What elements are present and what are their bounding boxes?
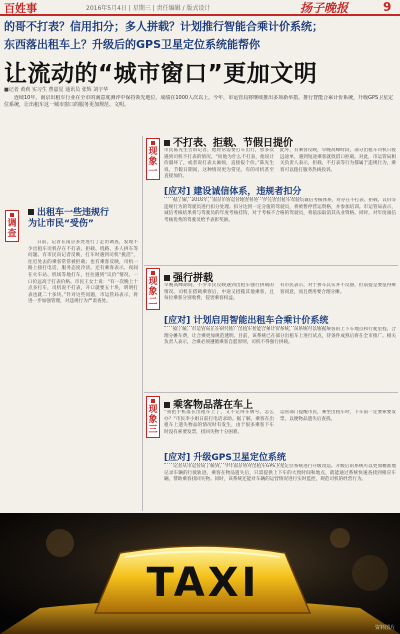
label-dot [151, 141, 155, 145]
survey-title: 出租车一些违规行为让市民“受伤” [28, 208, 110, 229]
newspaper-brand: 扬子晚报 [300, 1, 349, 15]
section-2-response-title: [应对] 计划启用智能出租车合乘计价系统 [164, 313, 328, 327]
label-dot [151, 271, 155, 275]
section-1-response-title: [应对] 建设诚信体系，违规者扣分 [164, 184, 301, 198]
label-dot [151, 399, 155, 403]
column-divider [142, 136, 143, 511]
label-phenomenon-1: 现象一 [146, 138, 160, 180]
section-3-right-text: 运管部门提醒市民，乘坐出租车时，下车前一定要索要发票，以便物品遗失后查找。 [280, 410, 396, 422]
label-phenomenon-2: 现象二 [146, 268, 160, 310]
section-1-title: 不打表、拒载、节假日提价 [164, 134, 293, 149]
square-bullet-icon [164, 402, 170, 408]
section-3-response-title: [应对] 升级GPS卫星定位系统 [164, 450, 286, 464]
section-divider [144, 265, 398, 266]
section-2-left-text: 早晚高峰期间，不少市民反映遇到出租车强行拼载的情况。司机在搭载乘客后，中途又招揽其他乘客，且每位乘客分别收费，侵害乘客权益。 [164, 283, 274, 302]
section-1-right-text: 此外，有乘客反映，早晚高峰时段，部分出租车司机只接远途单，遇到短途乘客就找借口拒载。对此，市运管局相关负责人表示，拒载、不打表等行为都属于违规行为，乘客可以拨打服务热线投诉。 [280, 148, 396, 173]
square-bullet-icon [164, 275, 170, 281]
main-headline: 让流动的“城市窗口”更加文明 [4, 61, 318, 87]
section-1-left-text: 市民陈先生告诉记者，他经常需要打车出行，曾多次遇到司机不打表的情况。“问他为什么不打表，他说计价器坏了，或者说打表太麻烦，直接报个价。”陈先生说，节假日期间，这种情况更为常见，有的司机甚至直接加价。 [164, 148, 274, 180]
issue-meta: 2016年5月4日 | 星期三 | 责任编辑 / 版式设计 [86, 5, 211, 12]
section-1-response-text: 据了解，2016年，南京市客运管理处将进一步完善出租车驾驶员诚信考核体系，对存在不打表、拒载、议价等违规行为的驾驶员进行扣分处理。扣分达到一定分值的驾驶员，将被暂停营运资格，并参加培训。市运管局表示，诚信考核结果将与驾驶员的年度考核挂钩，对于考核不合格的驾驶员，将依法取消其从业资格。同时，对年度诚信考核优秀的驾驶员给予表彰奖励。 [164, 198, 396, 223]
section-name: 百姓事 [4, 2, 37, 15]
section-3-response-text: 记者从市运管局了解到，今年南京将对出租车GPS卫星定位系统进行升级改造。升级后的系统可以更加精准地记录车辆的行驶轨迹，乘客在物品遗失后，只需提供上下车的大致时间和地点，就能通过系统快速查找到相应车辆，帮助乘客找回失物。同时，该系统还能对车辆的运营情况进行实时监控，规范司机的经营行为。 [164, 464, 396, 483]
section-2-title: 强行拼载 [164, 269, 213, 284]
page-number: 9 [383, 0, 392, 14]
section-3-left-text: “我把手机落在出租车上了，又不记得车牌号，怎么办？”市民李小姐日前打电话求助。据了解，乘客在出租车上遗失物品的情况时有发生，由于很多乘客下车时没有索要发票，找回失物十分困难。 [164, 410, 274, 435]
section-divider [144, 392, 398, 393]
intro-paragraph: 连续10年，南京出租车行业在全市的满意度测评中保持领先地位，成绩在1000人次以上。今年，市运管局将继续推出多项新举措，推行智能合乘计价系统，升级GPS卫星定位系统，让出租车这一城市窗口的服务更加规范、文明。 [4, 95, 394, 108]
square-bullet-icon [28, 209, 34, 215]
subheadline-1: 的哥不打表？信用扣分；多人拼载？计划推行智能合乘计价系统； [4, 20, 323, 33]
photo-caption: 资料图片 [374, 625, 395, 631]
survey-text: 日前，记者在南京多处进行了走访调查，发现不少出租车司机存在不打表、拒载、绕路、多人拼车等问题。有市民向记者反映，打车时遇到司机“挑活”，往近处去的乘客常常被拒载；也有乘客反映，司机一路上接打电话，服务态度冷淡。还有乘客表示，夜间在火车站、机场等地打车，往往遇到“议价”情况，一口价远高于打表价格。市民王女士说：“有一次晚上十点多打车，司机说不打表，开口就要五十块，明明打表也就二十多块。”针对这些问题，市运管局表示，将进一步加强管理，对违规行为严肃查处。 [28, 240, 138, 305]
page-header [0, 0, 400, 16]
byline: ■记者 黄莉 实习生 曹嘉星 通讯员 张辉 刘宇华 [4, 87, 109, 93]
taxi-photo [0, 513, 400, 634]
label-survey: 调查 [5, 210, 19, 242]
square-bullet-icon [164, 140, 170, 146]
subheadline-2: 东西落出租车上？升级后的GPS卫星定位系统能帮你 [4, 38, 261, 51]
section-2-right-text: 有市民表示，对于拼车其实并不反感，但前提是要征得乘客同意，而且费用要合理分摊。 [280, 283, 396, 295]
label-phenomenon-3: 现象三 [146, 396, 160, 438]
section-3-title: 乘客物品落在车上 [164, 396, 253, 411]
label-dot [10, 213, 14, 217]
taxi-sign-text: TAXI [146, 560, 260, 606]
section-2-response-text: 据了解，市运管局正在研究推广出租车智能合乘计价系统，该系统可以根据乘客的上下车地点和行驶里程，合理分摊车费，让合乘更加规范透明。目前，该系统已在部分出租车上进行试点，待条件成熟后将在全市推广。相关负责人表示，合乘必须遵循乘客自愿原则，司机不得强行拼载。 [164, 327, 396, 346]
